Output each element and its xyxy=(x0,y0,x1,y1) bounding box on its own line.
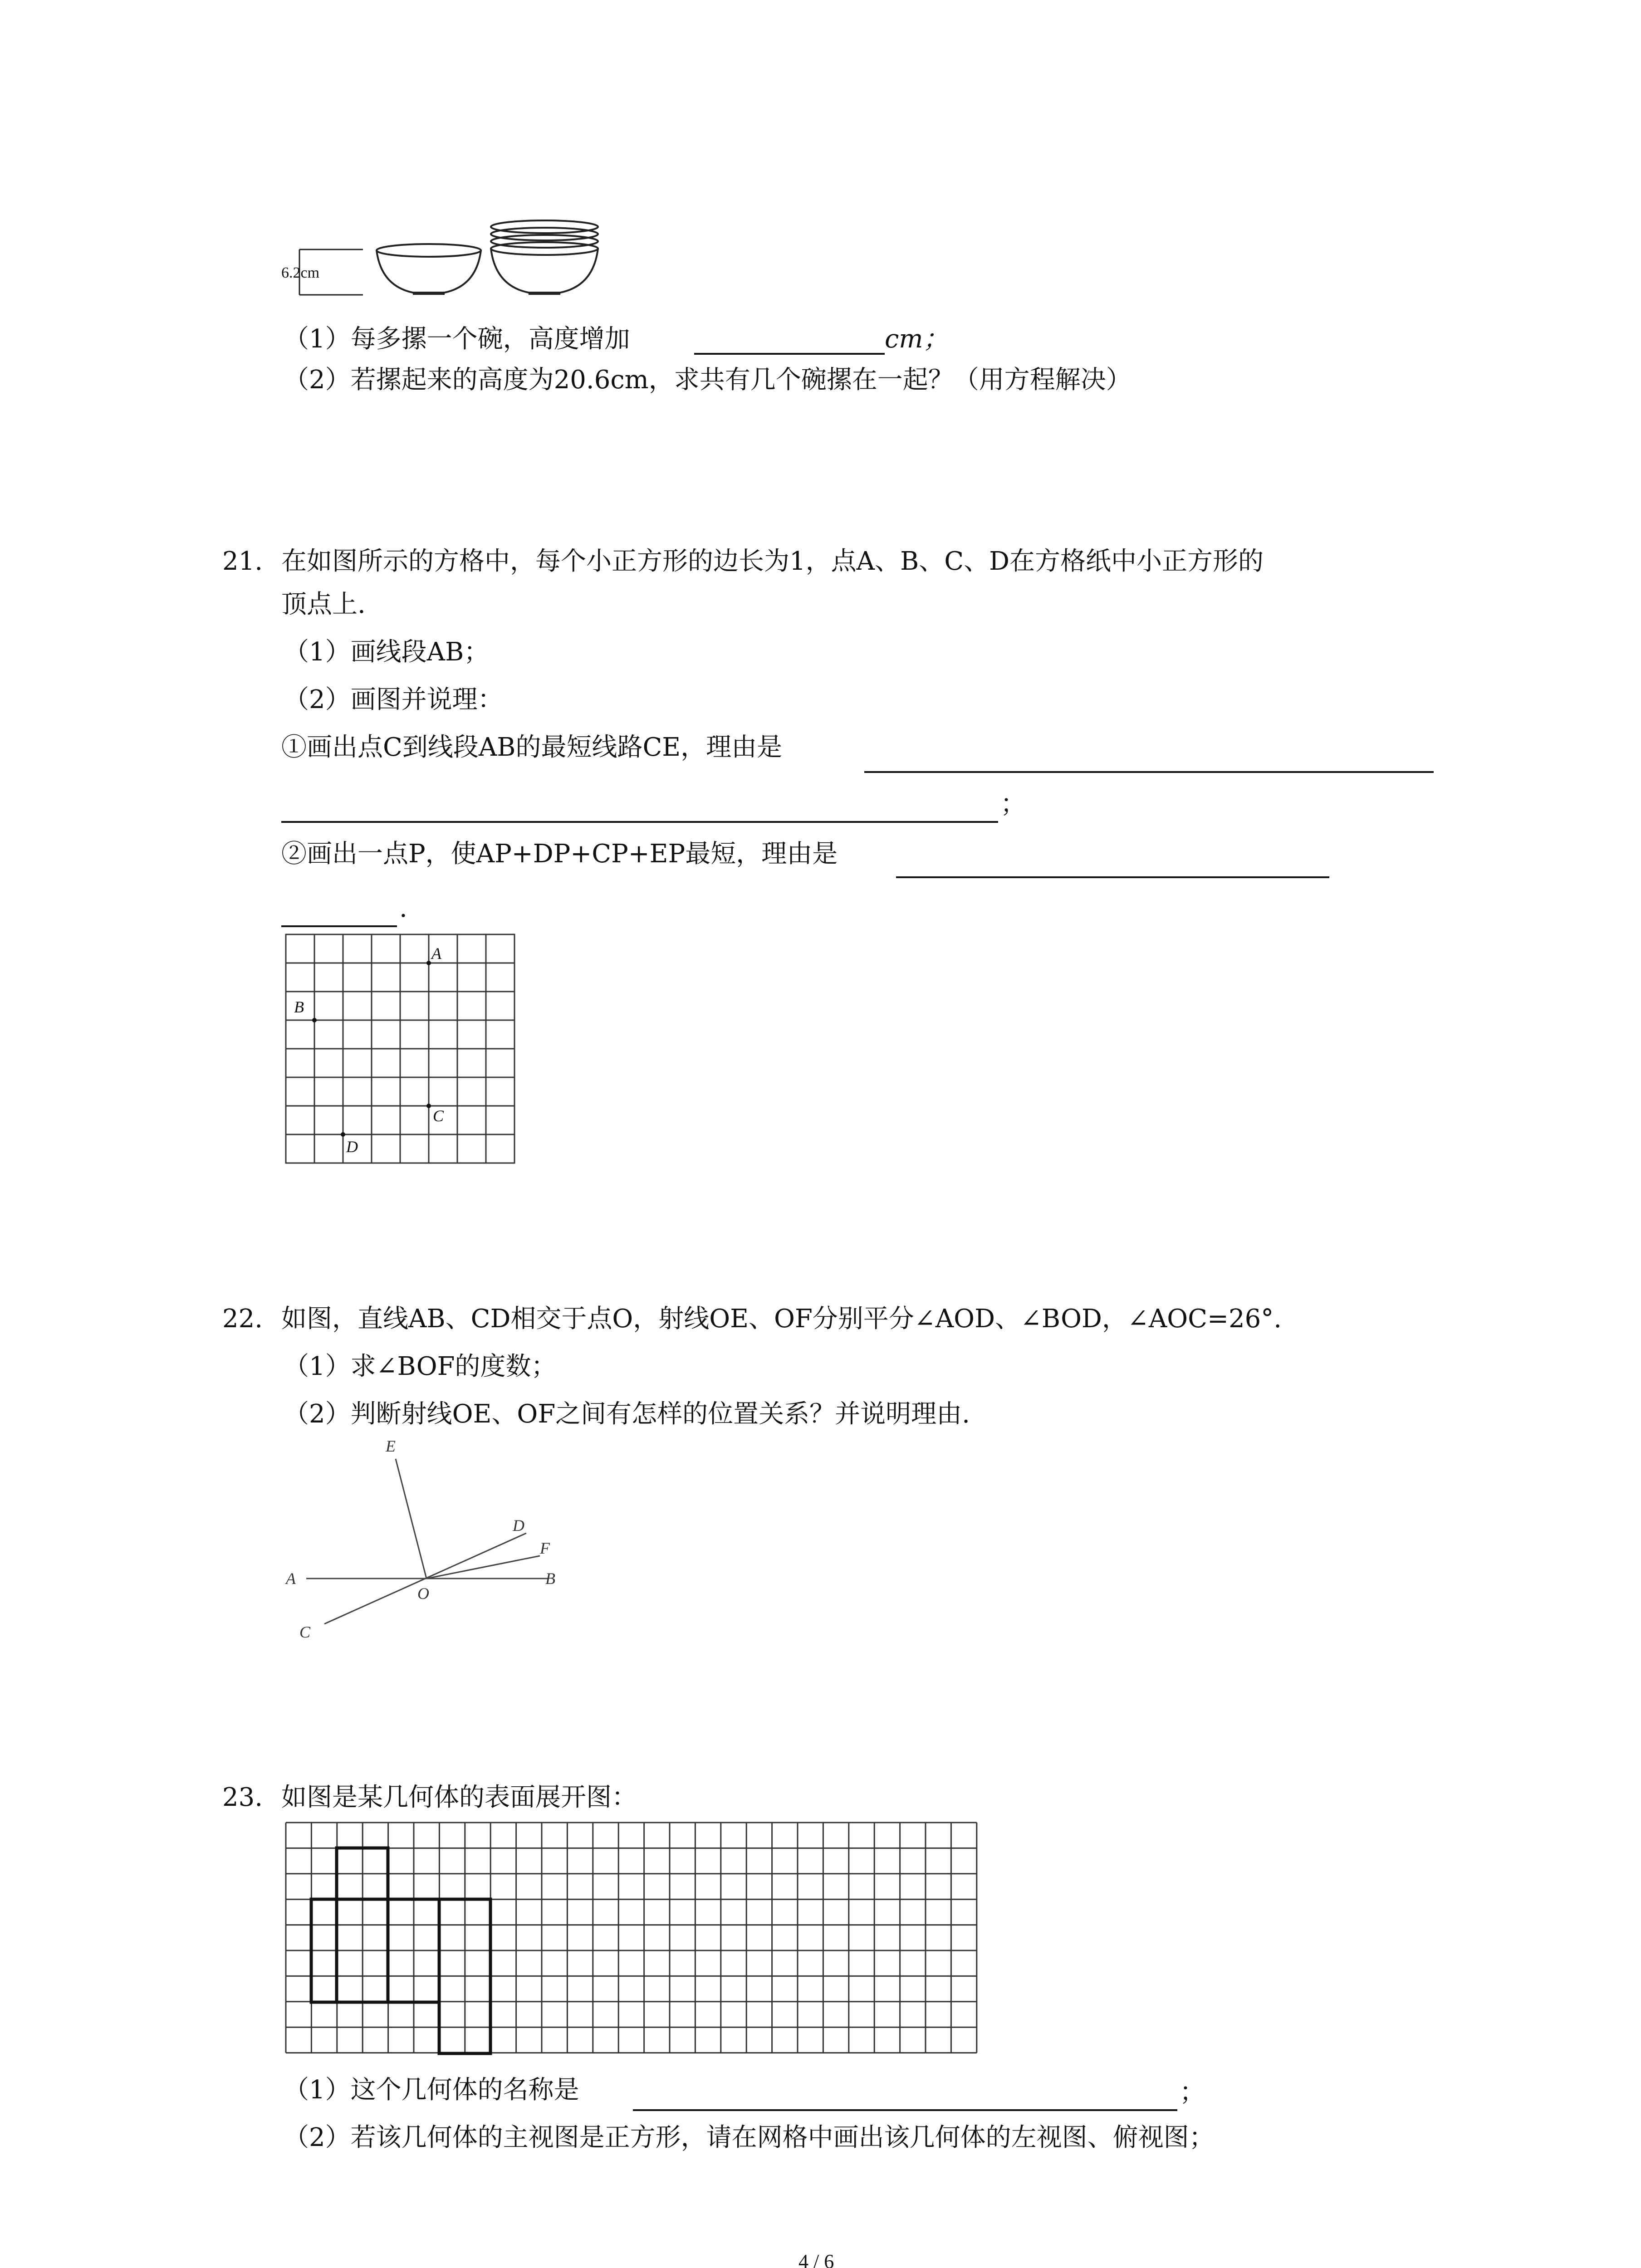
q20-part1-unit: cm； xyxy=(885,324,949,354)
q23-stem: 如图是某几何体的表面展开图： xyxy=(281,1783,637,1812)
q23-number: 23. xyxy=(222,1783,263,1812)
label-e: E xyxy=(386,1437,396,1455)
point-a-label: A xyxy=(431,944,441,963)
label-a: A xyxy=(286,1569,296,1588)
q22-number: 22. xyxy=(222,1304,263,1334)
q23-net-grid-figure xyxy=(281,1819,980,2059)
page-number: 4 / 6 xyxy=(798,2250,834,2268)
q21-part2: （2）画图并说理： xyxy=(284,685,503,714)
q21-grid-figure xyxy=(281,930,526,1166)
bowl-height-label: 6.2cm xyxy=(281,264,320,281)
q21-sub2-end: . xyxy=(399,894,407,923)
q21-sub1-end: ； xyxy=(1000,789,1026,819)
bowl-figure xyxy=(281,218,608,318)
label-o: O xyxy=(417,1584,429,1603)
q23-part1-answer-blank[interactable] xyxy=(633,2109,1177,2111)
q21-sub1-blank-b[interactable] xyxy=(281,821,998,823)
q22-part1: （1）求∠BOF的度数； xyxy=(284,1352,557,1381)
q22-part2: （2）判断射线OE、OF之间有怎样的位置关系？并说明理由. xyxy=(284,1399,970,1429)
q21-sub1: ①画出点C到线段AB的最短线路CE，理由是 xyxy=(281,733,783,762)
point-c-label: C xyxy=(433,1107,444,1125)
q20-part1: （1）每多摞一个碗，高度增加 xyxy=(284,324,630,354)
q22-angle-figure xyxy=(272,1429,572,1647)
point-d-label: D xyxy=(346,1138,358,1156)
q21-sub2-blank-b[interactable] xyxy=(281,925,397,927)
q20-part1-answer-blank[interactable] xyxy=(694,353,885,355)
label-c: C xyxy=(299,1623,311,1641)
label-b: B xyxy=(545,1569,555,1588)
q23-part1: （1）这个几何体的名称是 xyxy=(284,2075,579,2105)
q21-sub1-blank-a[interactable] xyxy=(864,771,1434,773)
q21-stem-line2: 顶点上. xyxy=(281,590,366,619)
q21-number: 21. xyxy=(222,547,263,576)
point-b-label: B xyxy=(294,998,304,1016)
q21-part1: （1）画线段AB； xyxy=(284,637,490,667)
q21-sub2: ②画出一点P，使AP+DP+CP+EP最短，理由是 xyxy=(281,839,838,869)
q21-sub2-blank-a[interactable] xyxy=(896,876,1329,878)
label-d: D xyxy=(513,1516,524,1535)
q20-part2: （2）若摞起来的高度为20.6cm，求共有几个碗摞在一起？（用方程解决） xyxy=(284,365,1132,395)
q23-part2: （2）若该几何体的主视图是正方形，请在网格中画出该几何体的左视图、俯视图； xyxy=(284,2123,1215,2152)
q22-stem: 如图，直线AB、CD相交于点O，射线OE、OF分别平分∠AOD、∠BOD，∠AOC=26°. xyxy=(281,1304,1282,1334)
q23-part1-end: ； xyxy=(1180,2077,1205,2107)
q21-stem-line1: 在如图所示的方格中，每个小正方形的边长为1，点A、B、C、D在方格纸中小正方形的 xyxy=(281,547,1264,576)
label-f: F xyxy=(540,1539,550,1557)
